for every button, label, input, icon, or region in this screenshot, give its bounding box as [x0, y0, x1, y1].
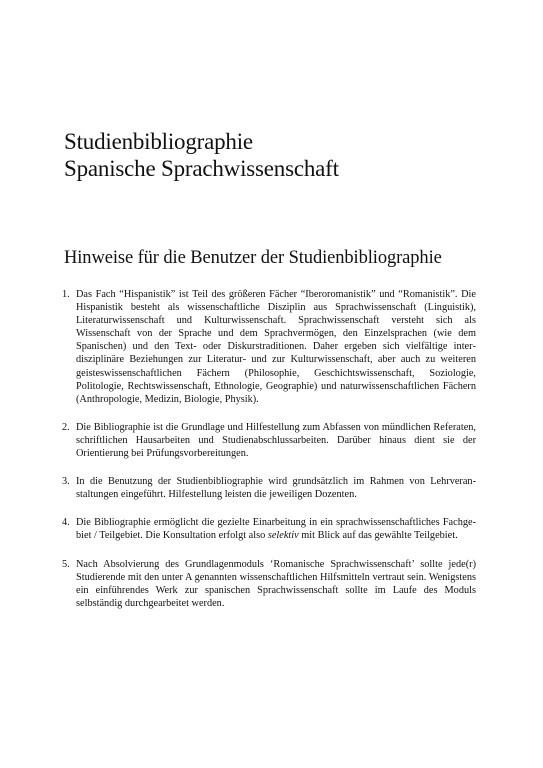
note-number: 2.	[62, 421, 70, 433]
note-item	[62, 288, 476, 406]
note-item	[62, 421, 476, 460]
note-text-part: mit Blick auf das gewählte Teilgebiet.	[298, 530, 458, 542]
note-number: 4.	[62, 517, 70, 529]
note-item	[62, 475, 476, 501]
note-number: 1.	[62, 289, 70, 300]
section-heading: Hinweise für die Benutzer der Studienbibliographie	[64, 248, 442, 268]
note-item	[62, 516, 476, 542]
title-line-1: Studienbibliographie	[64, 129, 253, 154]
note-text-part: Die Bibliographie ermöglicht die gezielte Einarbeitung in ein sprachwissenschaftliches Fachgebiet / Teilgebiet. Die Konsultation erfolgt also	[76, 517, 476, 542]
title-line-2: Spanische Sprachwissenschaft	[64, 156, 339, 181]
notes-list	[62, 288, 476, 610]
note-item	[62, 558, 476, 610]
note-text-emphasis: selektiv	[267, 530, 299, 542]
note-text: Die Bibliographie ist die Grundlage und Hilfestellung zum Abfassen von mündlichen Referaten, schriftlichen Hausarbeiten und Studienabschlussarbeiten. Darüber hinaus dient sie der Orientierung bei Prüfungsvorbereitungen.	[76, 421, 476, 460]
note-number: 5.	[62, 558, 70, 570]
document-title	[64, 128, 339, 182]
note-text	[76, 516, 476, 542]
note-text: Das Fach “Hispanistik” ist Teil des größeren Fächer “Iberoromanistik” und “Romanistik”. Die Hispanistik besteht als wissenschaftliche Disziplin aus Sprachwissenschaft (Linguistik), Literaturwissenschaft und Kulturwissenschaft. Sprachwissenschaft versteht sich als Wissenschaft von der Sprache und dem Sprachvermögen, den Einzelsprachen (wie dem Spanischen) und den Text- oder Diskurstraditionen. Daher ergeben sich vielfältige interdisziplinäre Beziehungen zur Literatur- und zur Kulturwissenschaft, aber auch zu weiteren geisteswissenschaftlichen Fächern (Philosophie, Geschichtswissenschaft, Soziologie, Politologie, Rechtswissenschaft, Ethnologie, Geographie) und naturwissenschaftlichen Fächern (Anthropologie, Medizin, Biologie, Physik).	[76, 289, 476, 405]
note-text: Nach Absolvierung des Grundlagenmoduls ‘Romanische Sprachwissenschaft’ sollte jede(r) Studierende mit den unter A genannten wissenschaftlichen Hilfsmitteln vertraut sein. Wenigstens ein einführendes Werk zur spanischen Sprachwissenschaft sollte im Laufe des Moduls selbständig durchgearbeitet werden.	[76, 558, 476, 609]
note-text: In die Benutzung der Studienbibliographie wird grundsätzlich im Rahmen von Lehrveranstaltungen eingeführt. Hilfestellung leisten die jeweiligen Dozenten.	[76, 476, 476, 501]
note-number: 3.	[62, 476, 70, 488]
